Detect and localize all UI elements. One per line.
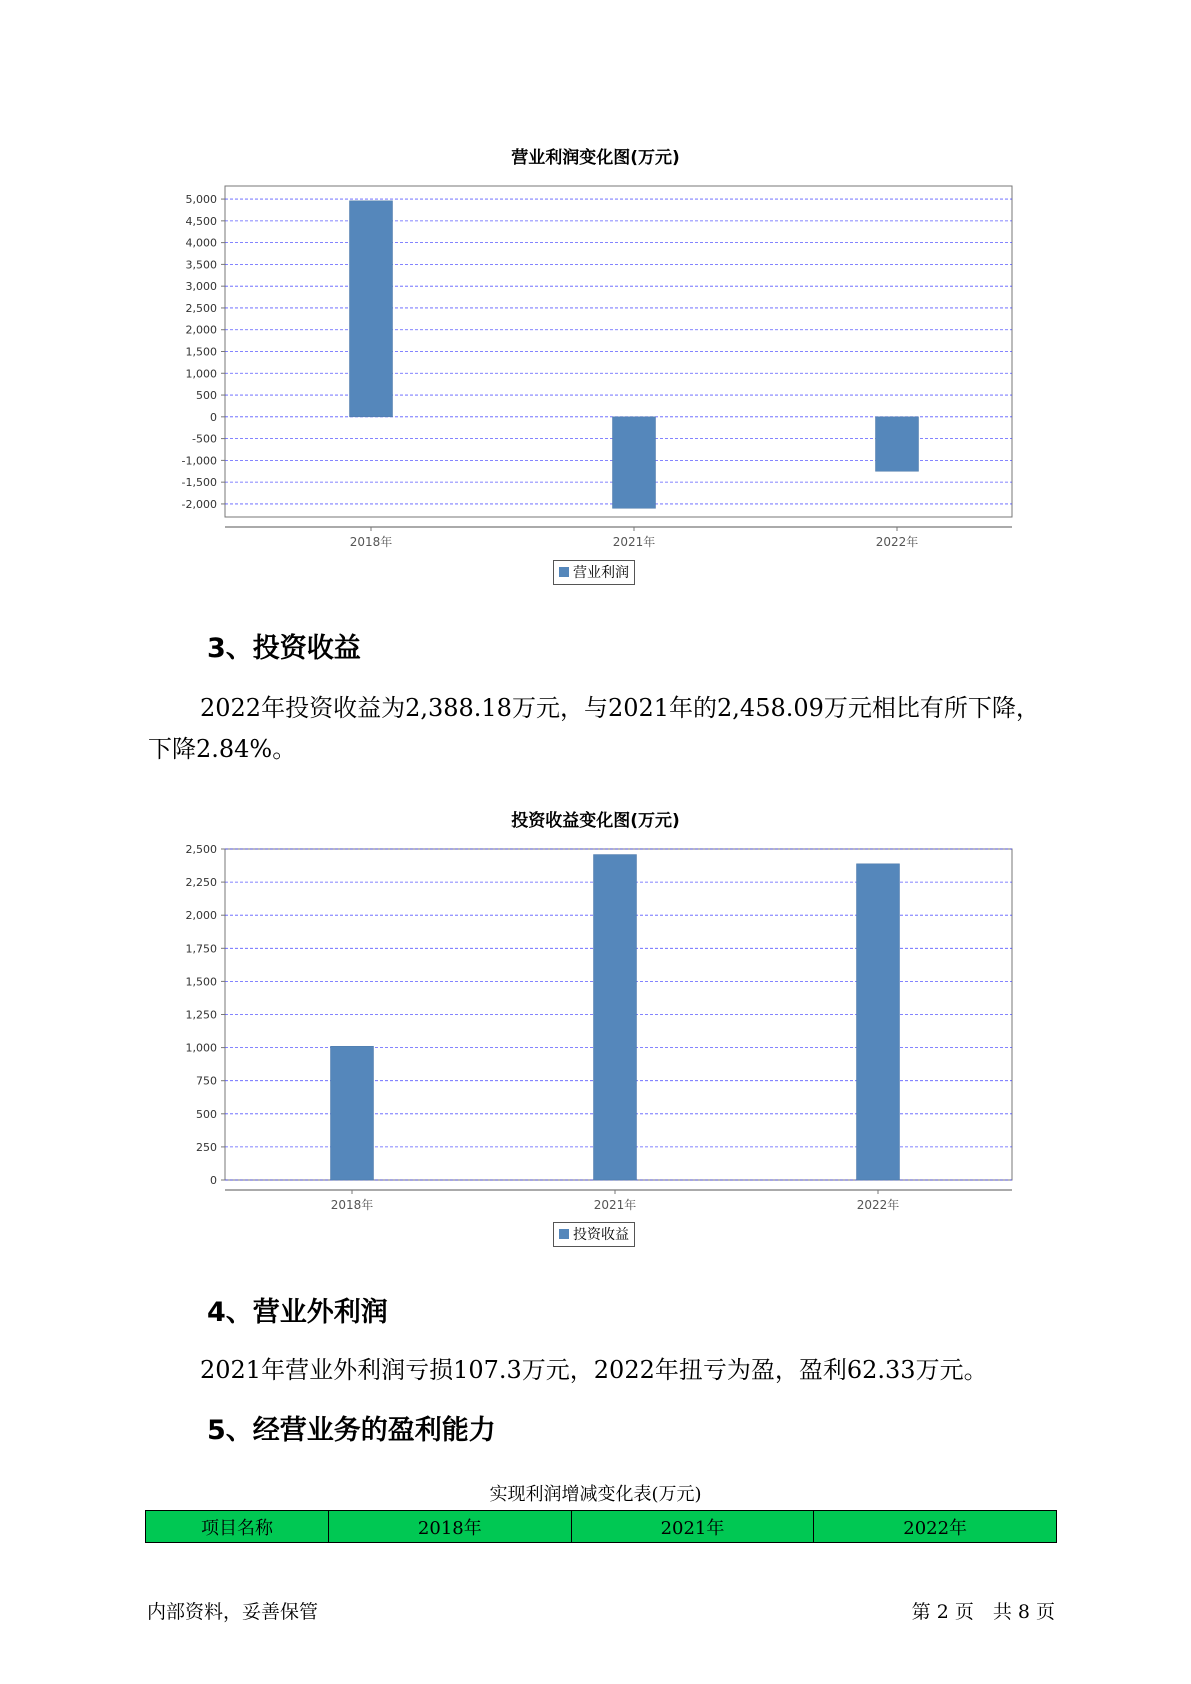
y-tick-label: -1,000	[181, 454, 217, 468]
x-category-label: 2022年	[856, 1198, 900, 1212]
y-tick-label: 2,500	[185, 843, 217, 856]
x-category-label: 2018年	[349, 535, 393, 549]
y-tick-label: 5,000	[185, 193, 217, 207]
y-tick-label: 3,500	[185, 258, 217, 272]
y-tick-label: 1,000	[185, 367, 217, 381]
profit-change-table	[145, 1510, 1057, 1543]
table-header-row	[146, 1511, 1057, 1543]
y-tick-label: -1,500	[181, 476, 217, 490]
section-heading-business-profitability: 5、经营业务的盈利能力	[207, 1415, 496, 1446]
y-tick-label: 4,500	[185, 214, 217, 228]
y-tick-label: 1,000	[185, 1041, 217, 1055]
x-category-label: 2021年	[612, 535, 656, 549]
legend-label: 投资收益	[573, 1227, 629, 1243]
chart-title-investment-income: 投资收益变化图(万元)	[511, 811, 680, 831]
y-tick-label: 0	[210, 410, 217, 424]
y-tick-label: 750	[196, 1074, 217, 1088]
y-tick-label: 1,500	[185, 345, 217, 359]
non-operating-profit-paragraph: 2021年营业外利润亏损107.3万元，2022年扭亏为盈，盈利62.33万元。	[200, 1356, 988, 1384]
chart-legend-investment-income	[553, 1222, 635, 1247]
table-header-item-name: 项目名称	[146, 1511, 329, 1543]
x-category-label: 2021年	[593, 1198, 637, 1212]
y-tick-label: 4,000	[185, 236, 217, 250]
y-tick-label: 500	[196, 389, 217, 403]
bar-2022年	[857, 864, 900, 1180]
table-header-2021: 2021年	[571, 1511, 814, 1543]
y-tick-label: 2,000	[185, 323, 217, 337]
y-tick-label: 1,250	[185, 1008, 217, 1022]
section-heading-non-operating-profit: 4、营业外利润	[207, 1297, 388, 1328]
y-tick-label: 2,000	[185, 909, 217, 923]
y-tick-label: 2,250	[185, 876, 217, 890]
bar-2021年	[594, 855, 637, 1180]
table-header-2018: 2018年	[329, 1511, 572, 1543]
footer-confidential-note: 内部资料，妥善保管	[147, 1601, 319, 1623]
y-tick-label: -2,000	[181, 497, 217, 511]
legend-label: 营业利润	[573, 565, 629, 581]
x-category-label: 2018年	[330, 1198, 374, 1212]
y-tick-label: 2,500	[185, 301, 217, 315]
y-tick-label: 500	[196, 1107, 217, 1121]
table-caption: 实现利润增减变化表(万元)	[489, 1484, 702, 1505]
y-tick-label: 250	[196, 1140, 217, 1154]
y-tick-label: 1,750	[185, 942, 217, 956]
section-heading-investment-income: 3、投资收益	[207, 633, 361, 664]
bar-2018年	[331, 1046, 374, 1180]
y-tick-label: 0	[210, 1174, 217, 1187]
investment-income-paragraph: 2022年投资收益为2,388.18万元，与2021年的2,458.09万元相比有所下降，下降2.84%。	[148, 694, 1040, 763]
y-tick-label: -500	[192, 432, 217, 446]
legend-swatch	[559, 1229, 569, 1239]
table-header-2022: 2022年	[814, 1511, 1057, 1543]
footer-page-number: 第 2 页 共 8 页	[911, 1601, 1055, 1623]
x-category-label: 2022年	[875, 535, 919, 549]
y-tick-label: 3,000	[185, 280, 217, 294]
y-tick-label: 1,500	[185, 975, 217, 989]
chart-title-operating-profit: 营业利润变化图(万元)	[511, 148, 680, 168]
